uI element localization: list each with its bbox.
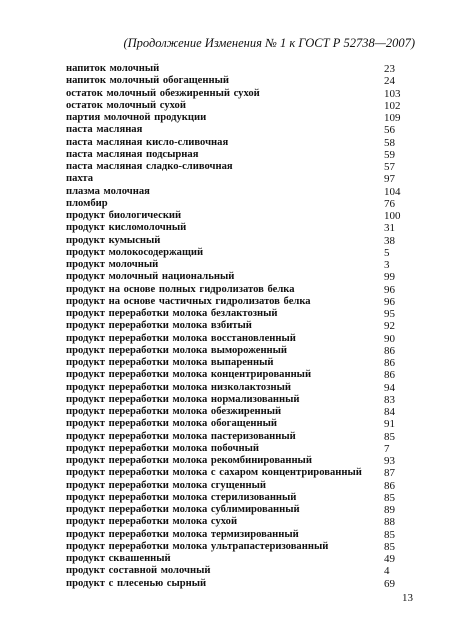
index-entry [66,418,406,430]
index-page-ref: 4 [384,565,390,578]
index-term: продукт молочный [66,259,159,270]
index-term: продукт переработки молока концентрированный [66,369,312,381]
index-page-ref: 57 [384,161,395,173]
index-entry [66,516,406,528]
index-term: продукт биологический [66,210,182,221]
index-term: продукт переработки молока ультрапастеризованный [66,540,329,552]
index-entry [66,455,406,467]
index-term: продукт кумысный [66,234,161,246]
index-entry [66,333,406,345]
index-entry [66,161,406,173]
index-entry [66,173,406,185]
index-page-ref: 24 [384,75,395,88]
index-entry [66,480,406,492]
index-entry [66,492,406,504]
index-term: остаток молочный сухой [66,99,186,111]
index-page-ref: 86 [384,369,395,382]
index-page-ref: 76 [384,197,395,210]
index-entry [66,112,406,124]
index-entry [66,382,406,394]
index-page-ref: 59 [384,148,395,161]
index-term: продукт составной молочный [66,565,211,577]
index-page-ref: 85 [384,540,395,553]
index-entry [66,406,406,418]
index-term: пломбир [66,197,108,209]
index-term: паста масляная сладко-сливочная [66,161,233,172]
index-term: продукт переработки молока с сахаром концентрированный [66,467,362,479]
index-page-ref: 97 [384,173,395,186]
index-term: продукт переработки молока вымороженный [66,344,288,356]
index-term: партия молочной продукции [66,112,207,123]
index-entry [66,137,406,149]
index-entry [66,541,406,553]
index-term: продукт на основе полных гидролизатов белка [66,283,295,295]
index-entry [66,259,406,271]
index-entry [66,186,406,198]
index-entry [66,124,406,136]
index-page-ref: 102 [384,99,401,112]
index-entry [66,247,406,259]
index-entry [66,210,406,222]
index-term: продукт переработки молока нормализованный [66,393,300,405]
index-page-ref: 92 [384,320,395,333]
index-entry [66,578,406,590]
index-entry [66,565,406,577]
index-term: продукт сквашенный [66,553,171,564]
index-term: продукт молокосодержащий [66,246,204,258]
index-page-ref: 91 [384,418,395,431]
index-page-ref: 86 [384,344,395,357]
index-page-ref: 85 [384,430,395,443]
index-entry [66,284,406,296]
index-entry [66,222,406,234]
index-page-ref: 96 [384,283,395,296]
index-page-ref: 69 [384,577,395,590]
index-page-ref: 103 [384,87,401,100]
term-index-list [66,63,406,590]
index-page-ref: 100 [384,210,401,222]
index-page-ref: 86 [384,479,395,492]
index-entry [66,100,406,112]
document-header: (Продолжение Изменения № 1 к ГОСТ Р 52738—2007) [123,36,415,50]
index-entry [66,149,406,161]
index-page-ref: 3 [384,259,390,271]
index-page-ref: 7 [384,442,390,455]
index-entry [66,88,406,100]
index-term: продукт переработки молока обезжиренный [66,406,282,417]
index-page-ref: 85 [384,528,395,541]
index-term: продукт переработки молока выпаренный [66,357,274,368]
index-page-ref: 38 [384,234,395,247]
index-page-ref: 99 [384,271,395,284]
index-term: продукт переработки молока побочный [66,442,259,454]
index-term: напиток молочный обогащенный [66,75,229,87]
index-term: продукт переработки молока сухой [66,516,238,528]
index-entry [66,63,406,75]
index-term: продукт переработки молока низколактозный [66,381,291,393]
index-term: продукт переработки молока безлактозный [66,308,278,319]
index-term: плазма молочная [66,185,150,197]
index-entry [66,357,406,369]
index-term: паста масляная кисло-сливочная [66,136,229,148]
index-entry [66,369,406,381]
index-page-ref: 87 [384,467,395,480]
index-term: продукт переработки молока пастеризованный [66,430,296,442]
index-term: паста масляная [66,124,143,136]
index-page-ref: 58 [384,136,395,149]
index-term: продукт переработки молока рекомбинированный [66,455,312,466]
page-number: 13 [402,592,413,604]
index-term: продукт переработки молока восстановленный [66,332,296,344]
index-entry [66,75,406,87]
index-page-ref: 90 [384,332,395,345]
index-term: остаток молочный обезжиренный сухой [66,87,260,99]
index-term: продукт переработки молока взбитый [66,320,252,332]
index-term: продукт переработки молока сгущенный [66,479,266,491]
index-page-ref: 5 [384,246,390,259]
index-entry [66,467,406,479]
index-page-ref: 104 [384,185,401,198]
index-page-ref: 95 [384,308,395,320]
index-entry [66,431,406,443]
index-entry [66,553,406,565]
index-page-ref: 56 [384,124,395,137]
index-term: продукт переработки молока термизированный [66,528,299,540]
index-page-ref: 23 [384,63,395,75]
index-term: продукт на основе частичных гидролизатов белка [66,295,311,307]
index-entry [66,504,406,516]
index-term: продукт кисломолочный [66,222,187,234]
index-entry [66,308,406,320]
index-entry [66,394,406,406]
index-term: пахта [66,173,94,185]
index-term: паста масляная подсырная [66,148,199,160]
index-page-ref: 88 [384,516,395,529]
index-entry [66,271,406,283]
index-page-ref: 31 [384,222,395,235]
index-page-ref: 89 [384,504,395,516]
index-page-ref: 94 [384,381,395,394]
index-term: продукт переработки молока сублимированный [66,504,300,515]
index-page-ref: 93 [384,455,395,467]
index-page-ref: 109 [384,112,401,124]
index-entry [66,345,406,357]
index-page-ref: 96 [384,295,395,308]
index-entry [66,198,406,210]
index-page-ref: 49 [384,553,395,565]
index-entry [66,296,406,308]
index-term: продукт молочный национальный [66,271,235,283]
index-entry [66,529,406,541]
index-entry [66,320,406,332]
index-page-ref: 86 [384,357,395,369]
index-page-ref: 83 [384,393,395,406]
index-entry [66,443,406,455]
index-page-ref: 85 [384,491,395,504]
index-term: продукт переработки молока стерилизованный [66,491,297,503]
index-entry [66,235,406,247]
index-term: продукт с плесенью сырный [66,577,207,589]
index-term: продукт переработки молока обогащенный [66,418,278,430]
index-term: напиток молочный [66,63,160,74]
index-page-ref: 84 [384,406,395,418]
